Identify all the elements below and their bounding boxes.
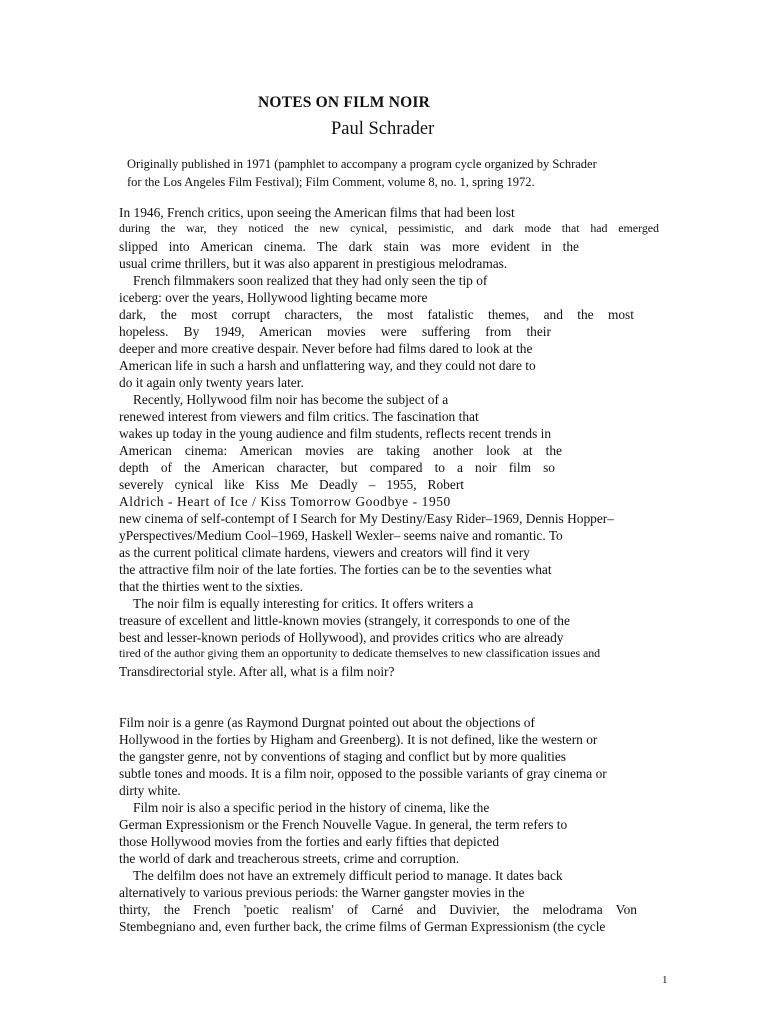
body-line: severely cynical like Kiss Me Deadly – 1955, Robert: [119, 477, 464, 492]
body-line: slipped into American cinema. The dark stain was more evident in the: [119, 239, 579, 254]
body-line: tired of the author giving them an opportunity to dedicate themselves to new classification issues and: [119, 646, 601, 660]
body-line: Stembegniano and, even further back, the crime films of German Expressionism (the cycle: [119, 919, 606, 934]
body-line: during the war, they noticed the new cynical, pessimistic, and dark mode that had emerged: [119, 221, 659, 235]
publication-note-line: for the Los Angeles Film Festival); Film Comment, volume 8, no. 1, spring 1972.: [127, 175, 535, 189]
body-line: alternatively to various previous periods: the Warner gangster movies in the: [119, 885, 525, 900]
body-line: those Hollywood movies from the forties and early fifties that depicted: [119, 834, 500, 849]
page-number: 1: [662, 974, 668, 986]
body-line: yPerspectives/Medium Cool–1969, Haskell Wexler– seems naive and romantic. To: [119, 528, 563, 543]
body-line: dark, the most corrupt characters, the most fatalistic themes, and the most: [119, 307, 634, 322]
body-line: do it again only twenty years later.: [119, 375, 304, 390]
body-line: usual crime thrillers, but it was also apparent in prestigious melodramas.: [119, 256, 508, 271]
body-line: best and lesser-known periods of Hollywood), and provides critics who are already: [119, 630, 564, 645]
publication-note-line: Originally published in 1971 (pamphlet to accompany a program cycle organized by Schrader: [127, 157, 597, 171]
body-line: depth of the American character, but compared to a noir film so: [119, 460, 555, 475]
body-line: renewed interest from viewers and film critics. The fascination that: [119, 409, 479, 424]
body-line: that the thirties went to the sixties.: [119, 579, 304, 594]
document-author: Paul Schrader: [331, 119, 435, 139]
body-line: German Expressionism or the French Nouvelle Vague. In general, the term refers to: [119, 817, 568, 832]
body-line: In 1946, French critics, upon seeing the American films that had been lost: [119, 205, 515, 220]
body-line: Film noir is also a specific period in the history of cinema, like the: [133, 800, 490, 815]
body-line: subtle tones and moods. It is a film noir, opposed to the possible variants of gray cinema or: [119, 766, 607, 781]
body-line: new cinema of self-contempt of I Search for My Destiny/Easy Rider–1969, Dennis Hopper–: [119, 511, 614, 526]
body-line: Transdirectorial style. After all, what is a film noir?: [119, 664, 395, 679]
body-line: American life in such a harsh and unflattering way, and they could not dare to: [119, 358, 536, 373]
body-line: iceberg: over the years, Hollywood lighting became more: [119, 290, 428, 305]
body-line: French filmmakers soon realized that they had only seen the tip of: [133, 273, 488, 288]
body-line: as the current political climate hardens, viewers and creators will find it very: [119, 545, 530, 560]
body-line: Aldrich - Heart of Ice / Kiss Tomorrow Goodbye - 1950: [119, 494, 451, 509]
body-line: wakes up today in the young audience and film students, reflects recent trends in: [119, 426, 552, 441]
body-line: dirty white.: [119, 783, 181, 798]
body-line: Film noir is a genre (as Raymond Durgnat pointed out about the objections of: [119, 715, 535, 730]
body-line: Recently, Hollywood film noir has become the subject of a: [133, 392, 449, 407]
body-line: American cinema: American movies are taking another look at the: [119, 443, 562, 458]
document-title: NOTES ON FILM NOIR: [258, 94, 430, 111]
body-line: the world of dark and treacherous streets, crime and corruption.: [119, 851, 460, 866]
body-line: the attractive film noir of the late forties. The forties can be to the seventies what: [119, 562, 552, 577]
body-line: the gangster genre, not by conventions of staging and conflict but by more qualities: [119, 749, 566, 764]
body-line: thirty, the French 'poetic realism' of Carné and Duvivier, the melodrama Von: [119, 902, 637, 917]
body-line: hopeless. By 1949, American movies were suffering from their: [119, 324, 551, 339]
body-line: The noir film is equally interesting for critics. It offers writers a: [133, 596, 474, 611]
body-line: treasure of excellent and little-known movies (strangely, it corresponds to one of the: [119, 613, 570, 628]
body-line: deeper and more creative despair. Never before had films dared to look at the: [119, 341, 533, 356]
body-line: The delfilm does not have an extremely difficult period to manage. It dates back: [133, 868, 563, 883]
body-line: Hollywood in the forties by Higham and Greenberg). It is not defined, like the western or: [119, 732, 598, 747]
